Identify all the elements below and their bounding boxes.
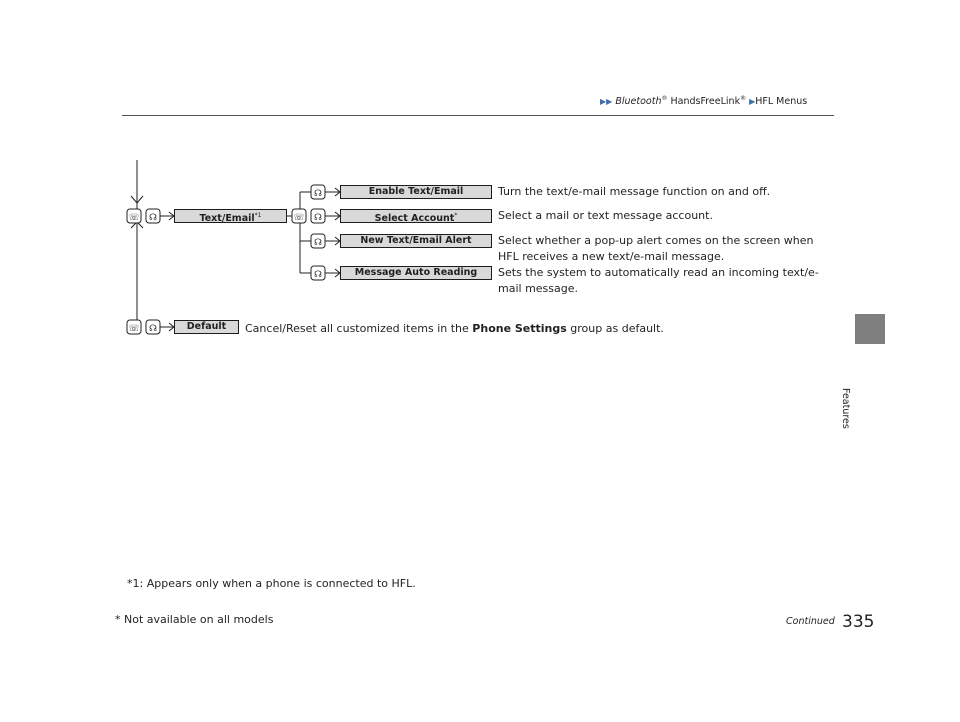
svg-text:☊: ☊ — [149, 213, 157, 223]
breadcrumb-handsfreelink: HandsFreeLink — [667, 96, 741, 108]
new-text-email-alert-desc: Select whether a pop-up alert comes on the screen when HFL receives a new text/e-mail message. — [498, 234, 814, 263]
new-text-email-alert-label: New Text/Email Alert — [360, 235, 472, 246]
select-account-label: Select Account — [374, 213, 455, 225]
text-email-label: Text/Email — [199, 213, 255, 225]
default-desc-pre: Cancel/Reset all customized items in the — [245, 322, 473, 335]
default-label: Default — [186, 321, 227, 332]
svg-text:☊: ☊ — [314, 213, 322, 223]
registered-mark: ® — [740, 95, 747, 102]
breadcrumb-bluetooth: Bluetooth — [615, 96, 662, 108]
text-email-menu-box — [174, 209, 287, 223]
default-desc-bold: Phone Settings — [472, 322, 567, 335]
side-label-text: Features — [840, 388, 851, 429]
svg-text:☏: ☏ — [128, 324, 140, 334]
svg-text:☊: ☊ — [314, 189, 322, 199]
text-email-footnote-mark: *1 — [254, 212, 262, 219]
models-note: * Not available on all models — [115, 613, 274, 626]
svg-text:☊: ☊ — [149, 324, 157, 334]
breadcrumb-arrow-icon: ▶▶ — [600, 97, 613, 107]
page-number: 335 — [842, 612, 875, 632]
breadcrumb-hfl-menus: HFL Menus — [755, 96, 808, 108]
select-account-note: * — [454, 212, 458, 219]
default-menu-box — [174, 320, 239, 334]
svg-text:☊: ☊ — [314, 270, 322, 280]
message-auto-reading-desc: Sets the system to automatically read an incoming text/e-mail message. — [498, 266, 819, 295]
registered-mark: ® — [661, 95, 668, 102]
breadcrumb-arrow-icon: ▶ — [749, 97, 756, 107]
message-auto-reading-label: Message Auto Reading — [354, 267, 478, 278]
select-account-desc: Select a mail or text message account. — [498, 209, 713, 222]
enable-text-email-desc: Turn the text/e-mail message function on and off. — [498, 185, 771, 198]
svg-text:☏: ☏ — [128, 213, 140, 223]
enable-text-email-label: Enable Text/Email — [368, 186, 464, 197]
default-desc — [245, 321, 665, 337]
select-account-box — [340, 209, 492, 223]
message-auto-reading-box — [340, 266, 492, 280]
default-desc-post: group as default. — [566, 322, 664, 335]
continued-label: Continued — [786, 616, 835, 627]
enable-text-email-box — [340, 185, 492, 199]
svg-text:☊: ☊ — [314, 238, 322, 248]
svg-text:☏: ☏ — [293, 213, 305, 223]
new-text-email-alert-box — [340, 234, 492, 248]
footnote-1: *1: Appears only when a phone is connected to HFL. — [127, 577, 416, 590]
